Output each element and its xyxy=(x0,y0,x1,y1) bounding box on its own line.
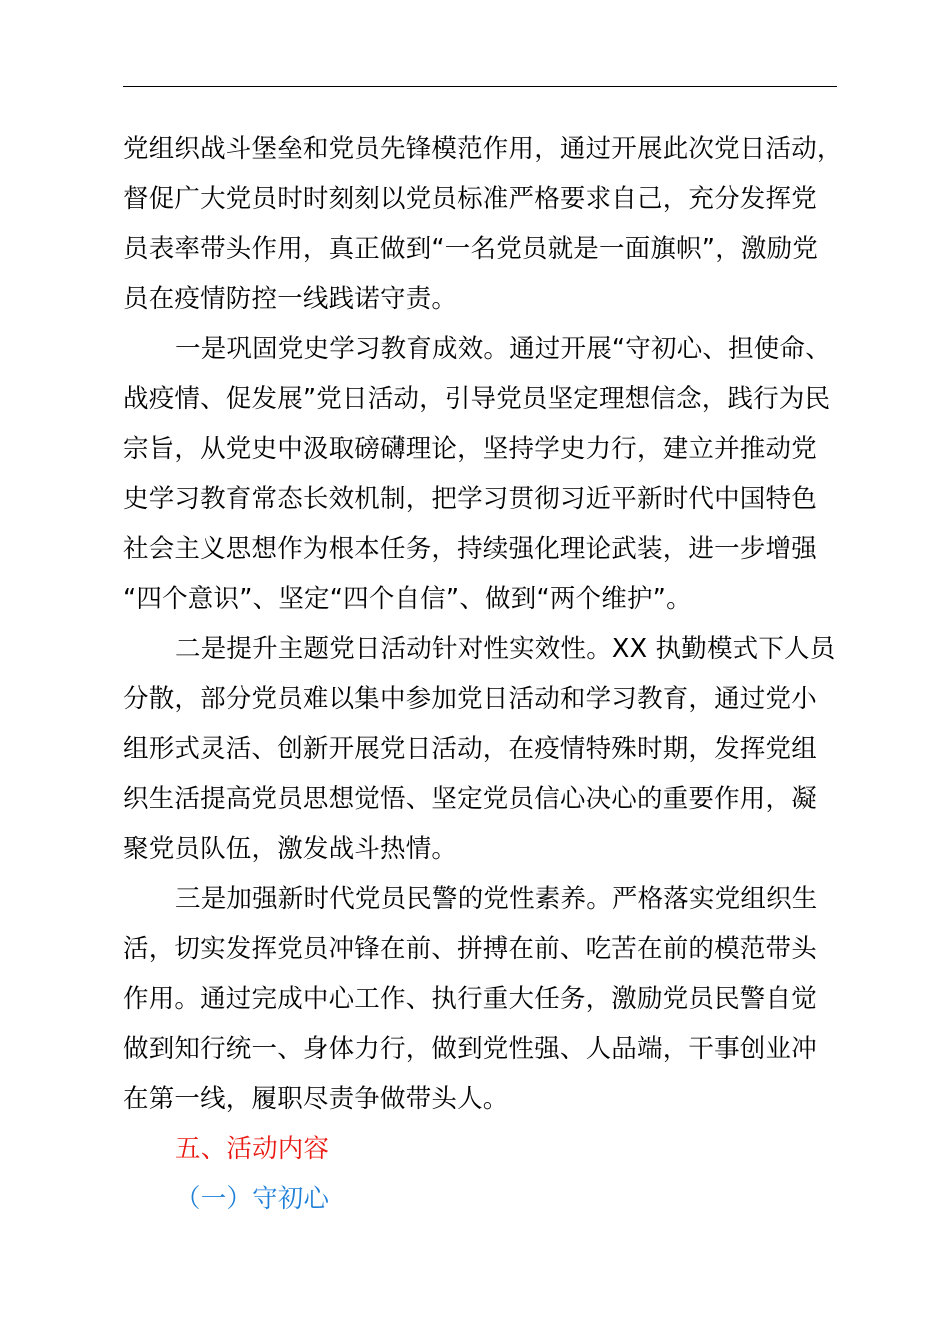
document-body xyxy=(123,124,859,1224)
paragraph-line: 分散，部分党员难以集中参加党日活动和学习教育，通过党小 xyxy=(123,684,817,714)
paragraph-line: 做到知行统一、身体力行，做到党性强、人品端，干事创业冲 xyxy=(123,1034,817,1064)
paragraph-line: 员在疫情防控一线践诺守责。 xyxy=(123,284,458,314)
paragraph-line: 党组织战斗堡垒和党员先锋模范作用，通过开展此次党日活动， xyxy=(123,134,843,164)
paragraph-line: 宗旨，从党史中汲取磅礴理论，坚持学史力行，建立并推动党 xyxy=(123,434,817,464)
paragraph-line: 织生活提高党员思想觉悟、坚定党员信心决心的重要作用，凝 xyxy=(123,784,817,814)
paragraph-line: 员表率带头作用，真正做到“一名党员就是一面旗帜”，激励党 xyxy=(123,234,819,264)
paragraph-line: “四个意识”、坚定“四个自信”、做到“两个维护”。 xyxy=(123,584,692,614)
paragraph-line: 战疫情、促发展”党日活动，引导党员坚定理想信念，践行为民 xyxy=(123,384,831,414)
paragraph-line: 活，切实发挥党员冲锋在前、拼搏在前、吃苦在前的模范带头 xyxy=(123,934,817,964)
paragraph-line: 聚党员队伍，激发战斗热情。 xyxy=(123,834,458,864)
paragraph-line: 在第一线，履职尽责争做带头人。 xyxy=(123,1084,509,1114)
paragraph-line: 作用。通过完成中心工作、执行重大任务，激励党员民警自觉 xyxy=(123,984,817,1014)
paragraph-line: 三是加强新时代党员民警的党性素养。严格落实党组织生 xyxy=(175,884,818,914)
paragraph-line: 社会主义思想作为根本任务，持续强化理论武装，进一步增强 xyxy=(123,534,817,564)
paragraph-line: 组形式灵活、创新开展党日活动，在疫情特殊时期，发挥党组 xyxy=(123,734,817,764)
paragraph-line: 二是提升主题党日活动针对性实效性。XX 执勤模式下人员 xyxy=(175,634,836,664)
section-heading: 五、活动内容 xyxy=(175,1134,330,1164)
paragraph-line: 一是巩固党史学习教育成效。通过开展“守初心、担使命、 xyxy=(175,334,831,364)
header-rule xyxy=(123,86,837,87)
paragraph-line: 督促广大党员时时刻刻以党员标准严格要求自己，充分发挥党 xyxy=(123,184,817,214)
subsection-heading: （一）守初心 xyxy=(175,1184,330,1214)
paragraph-line: 史学习教育常态长效机制，把学习贯彻习近平新时代中国特色 xyxy=(123,484,817,514)
